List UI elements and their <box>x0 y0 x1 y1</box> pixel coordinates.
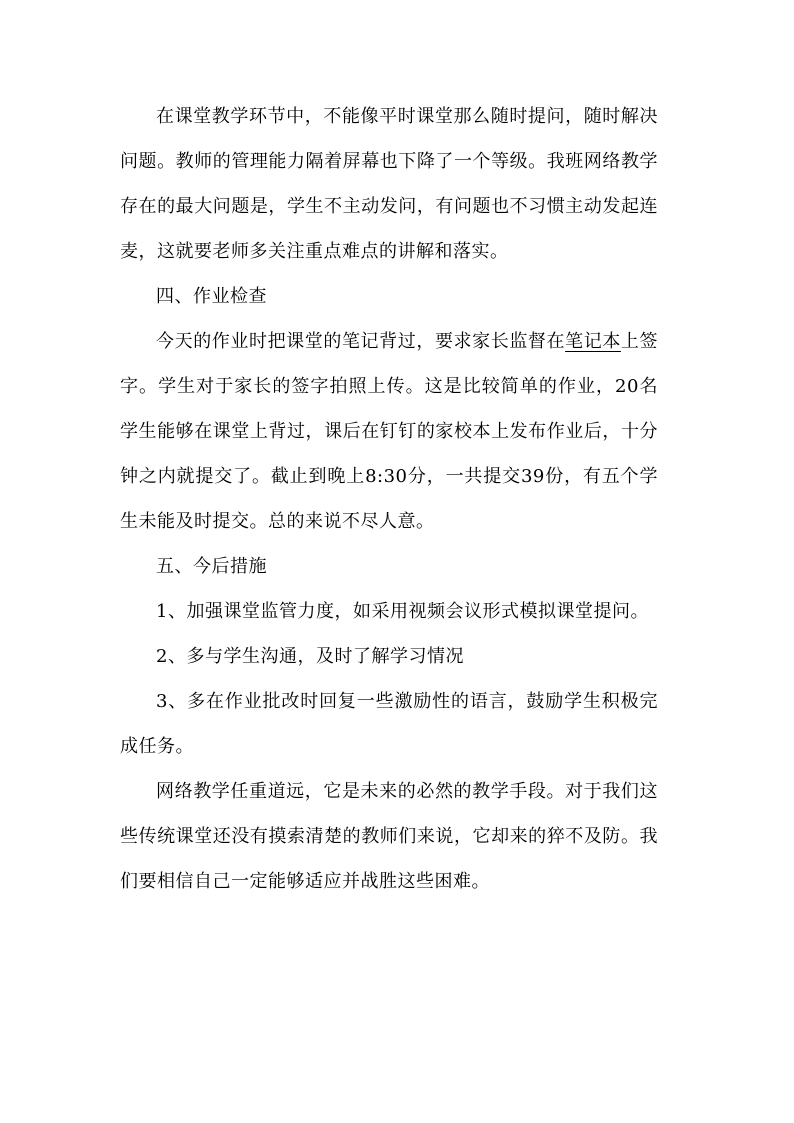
paragraph-homework-before: 今天的作业时把课堂的笔记背过，要求家长监督在 <box>156 331 566 352</box>
list-item-measure-3: 3、多在作业批改时回复一些激励性的语言，鼓励学生积极完成任务。 <box>120 691 658 757</box>
section-heading-homework-check: 四、作业检查 <box>156 286 267 307</box>
section-heading-future-measures: 五、今后措施 <box>156 556 267 577</box>
document-body <box>120 94 658 904</box>
paragraph-conclusion: 网络教学任重道远，它是未来的必然的教学手段。对于我们这些传统课堂还没有摸索清楚的教师们来说，它却来的猝不及防。我们要相信自己一定能够适应并战胜这些困难。 <box>120 781 658 892</box>
paragraph-homework-after: 上签字。学生对于家长的签字拍照上传。这是比较简单的作业，20名学生能够在课堂上背过，课后在钉钉的家校本上发布作业后，十分钟之内就提交了。截止到晚上8:30分，一共提交39份，有五个学生未能及时提交。总的来说不尽人意。 <box>120 331 659 532</box>
underlined-notebook: 笔记本 <box>565 331 621 352</box>
list-item-measure-2: 2、多与学生沟通，及时了解学习情况 <box>156 646 464 667</box>
paragraph-classroom-teaching: 在课堂教学环节中，不能像平时课堂那么随时提问，随时解决问题。教师的管理能力隔着屏幕也下降了一个等级。我班网络教学存在的最大问题是，学生不主动发问，有问题也不习惯主动发起连麦，这就要老师多关注重点难点的讲解和落实。 <box>120 106 658 262</box>
list-item-measure-1: 1、加强课堂监管力度，如采用视频会议形式模拟课堂提问。 <box>156 601 649 622</box>
paragraph-homework <box>120 319 658 544</box>
